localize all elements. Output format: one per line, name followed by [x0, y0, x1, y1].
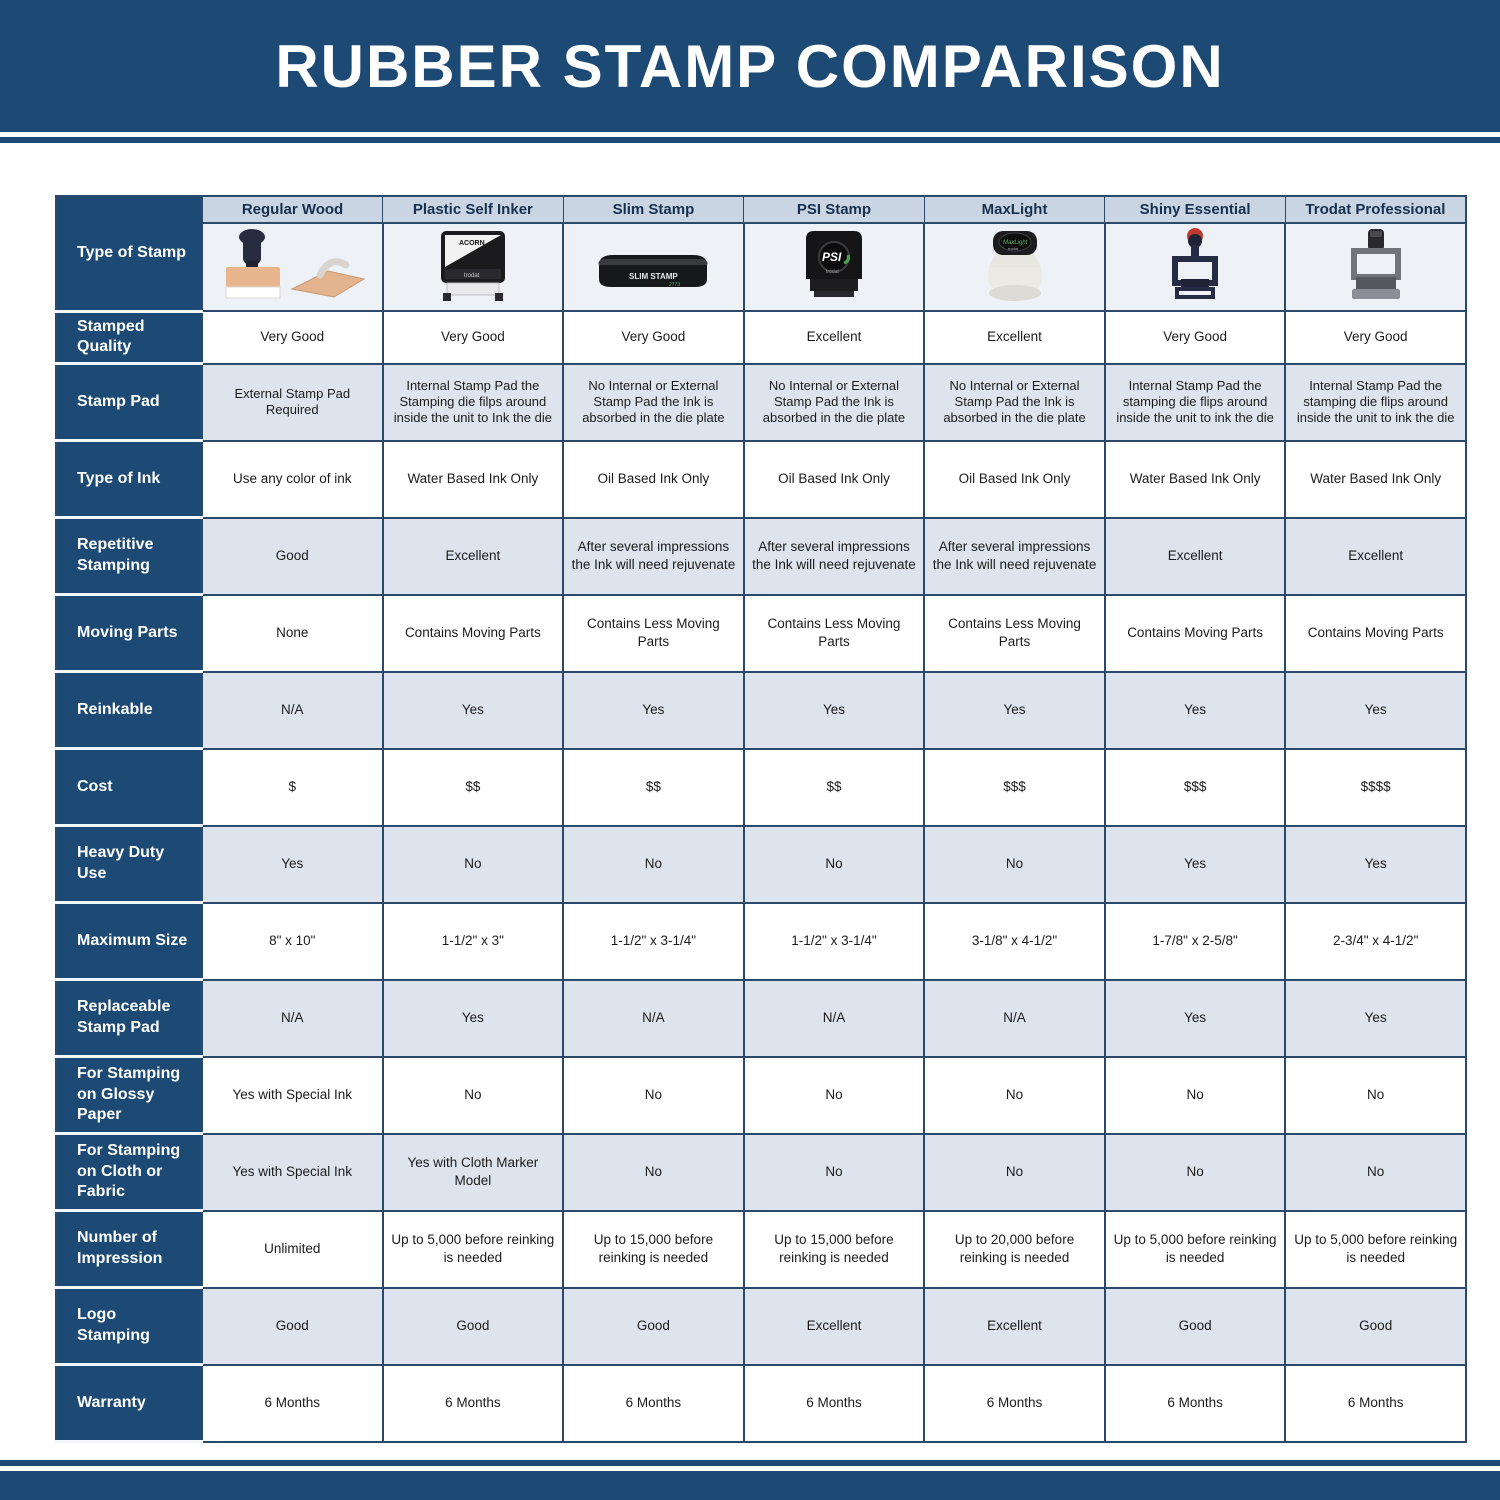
table-cell: Yes — [744, 672, 925, 749]
table-cell: After several impressions the Ink will need rejuvenate — [563, 518, 744, 595]
table-cell: Very Good — [1105, 311, 1286, 364]
table-cell: 6 Months — [924, 1365, 1105, 1442]
svg-text:SLIM STAMP: SLIM STAMP — [629, 272, 679, 281]
table-row — [56, 980, 1466, 1057]
table-cell: 6 Months — [1105, 1365, 1286, 1442]
svg-text:ACORN: ACORN — [458, 240, 485, 247]
table-cell: No — [563, 1057, 744, 1134]
table-cell: No — [744, 1134, 925, 1211]
table-cell: Internal Stamp Pad the stamping die flips around inside the unit to ink the die — [1105, 364, 1286, 441]
table-cell: 8" x 10" — [202, 903, 383, 980]
table-cell: 1-1/2" x 3-1/4" — [744, 903, 925, 980]
table-cell: Contains Moving Parts — [1105, 595, 1286, 672]
table-cell: Up to 5,000 before reinking is needed — [383, 1211, 564, 1288]
table-cell: Use any color of ink — [202, 441, 383, 518]
svg-text:trodat: trodat — [825, 269, 839, 275]
table-body — [56, 311, 1466, 1442]
psi-stamp-image — [754, 227, 914, 307]
table-cell: Yes — [202, 826, 383, 903]
table-cell: Good — [1285, 1288, 1466, 1365]
column-header-plastic-self-inker: Plastic Self Inker — [383, 196, 564, 223]
table-cell: Excellent — [1105, 518, 1286, 595]
table-cell: Yes with Special Ink — [202, 1057, 383, 1134]
row-label: Stamp Pad — [56, 364, 202, 441]
page-title: RUBBER STAMP COMPARISON — [275, 32, 1225, 100]
svg-text:2773: 2773 — [669, 282, 681, 288]
table-cell: Unlimited — [202, 1211, 383, 1288]
table-cell: Yes with Special Ink — [202, 1134, 383, 1211]
table-cell: Contains Less Moving Parts — [744, 595, 925, 672]
stamp-image-row — [56, 223, 1466, 311]
stamp-image-cell — [924, 223, 1105, 311]
table-cell: N/A — [744, 980, 925, 1057]
row-label: Reinkable — [56, 672, 202, 749]
table-cell: $$ — [383, 749, 564, 826]
table-cell: After several impressions the Ink will need rejuvenate — [924, 518, 1105, 595]
table-cell: No — [924, 1057, 1105, 1134]
table-row — [56, 749, 1466, 826]
table-cell: Very Good — [1285, 311, 1466, 364]
table-cell: Yes — [1285, 826, 1466, 903]
table-cell: Good — [563, 1288, 744, 1365]
table-cell: 6 Months — [744, 1365, 925, 1442]
table-cell: Excellent — [924, 311, 1105, 364]
stamp-image-cell — [563, 223, 744, 311]
table-cell: No — [924, 826, 1105, 903]
regular-wood-stamp-image — [212, 227, 372, 307]
table-cell: 3-1/8" x 4-1/2" — [924, 903, 1105, 980]
table-cell: $$$ — [1105, 749, 1286, 826]
table-row — [56, 1057, 1466, 1134]
table-cell: Good — [1105, 1288, 1286, 1365]
table-cell: 6 Months — [1285, 1365, 1466, 1442]
table-cell: No — [744, 1057, 925, 1134]
table-cell: N/A — [202, 980, 383, 1057]
table-cell: N/A — [563, 980, 744, 1057]
table-row — [56, 826, 1466, 903]
table-cell: Excellent — [1285, 518, 1466, 595]
table-cell: Excellent — [744, 1288, 925, 1365]
table-cell: $ — [202, 749, 383, 826]
table-cell: No — [1105, 1057, 1286, 1134]
table-cell: Contains Moving Parts — [383, 595, 564, 672]
stamp-image-cell — [744, 223, 925, 311]
table-cell: Yes — [563, 672, 744, 749]
table-cell: Oil Based Ink Only — [563, 441, 744, 518]
table-cell: $$$ — [924, 749, 1105, 826]
comparison-table — [55, 195, 1467, 1443]
slim-stamp-image — [573, 227, 733, 307]
table-cell: Oil Based Ink Only — [744, 441, 925, 518]
stamp-image-cell — [1105, 223, 1286, 311]
table-cell: N/A — [202, 672, 383, 749]
column-header-slim-stamp: Slim Stamp — [563, 196, 744, 223]
table-cell: No Internal or External Stamp Pad the Ink is absorbed in the die plate — [563, 364, 744, 441]
table-cell: Up to 15,000 before reinking is needed — [744, 1211, 925, 1288]
footer-bar — [0, 1471, 1500, 1500]
table-cell: No — [1105, 1134, 1286, 1211]
row-label: Number of Impression — [56, 1211, 202, 1288]
table-row — [56, 441, 1466, 518]
table-cell: Good — [202, 518, 383, 595]
table-cell: No — [1285, 1057, 1466, 1134]
column-header-regular-wood: Regular Wood — [202, 196, 383, 223]
row-label: Warranty — [56, 1365, 202, 1442]
table-cell: 1-7/8" x 2-5/8" — [1105, 903, 1286, 980]
table-cell: N/A — [924, 980, 1105, 1057]
table-cell: No — [1285, 1134, 1466, 1211]
column-header-maxlight: MaxLight — [924, 196, 1105, 223]
table-cell: 1-1/2" x 3-1/4" — [563, 903, 744, 980]
table-cell: External Stamp Pad Required — [202, 364, 383, 441]
table-cell: $$ — [563, 749, 744, 826]
banner — [0, 0, 1500, 132]
table-cell: No — [383, 1057, 564, 1134]
table-row — [56, 672, 1466, 749]
table-row — [56, 364, 1466, 441]
table-cell: Internal Stamp Pad the Stamping die filps around inside the unit to Ink the die — [383, 364, 564, 441]
table-row — [56, 1211, 1466, 1288]
table-cell: Contains Moving Parts — [1285, 595, 1466, 672]
column-header-psi-stamp: PSI Stamp — [744, 196, 925, 223]
shiny-essential-stamp-image — [1115, 227, 1275, 307]
table-cell: No — [744, 826, 925, 903]
table-cell: Yes with Cloth Marker Model — [383, 1134, 564, 1211]
table-cell: After several impressions the Ink will need rejuvenate — [744, 518, 925, 595]
svg-text:trodat: trodat — [463, 273, 480, 279]
row-label-type-of-stamp: Type of Stamp — [56, 196, 202, 311]
table-cell: Internal Stamp Pad the stamping die flips around inside the unit to ink the die — [1285, 364, 1466, 441]
row-label: Heavy Duty Use — [56, 826, 202, 903]
table-cell: Contains Less Moving Parts — [563, 595, 744, 672]
stamp-image-cell — [1285, 223, 1466, 311]
table-cell: $$ — [744, 749, 925, 826]
table-cell: Excellent — [383, 518, 564, 595]
table-cell: Very Good — [383, 311, 564, 364]
banner-rule — [0, 137, 1500, 143]
table-cell: Excellent — [924, 1288, 1105, 1365]
row-label: Maximum Size — [56, 903, 202, 980]
table-cell: Very Good — [563, 311, 744, 364]
row-label: Repetitive Stamping — [56, 518, 202, 595]
table-cell: No — [563, 1134, 744, 1211]
table-cell: Yes — [1105, 672, 1286, 749]
table-cell: No Internal or External Stamp Pad the Ink is absorbed in the die plate — [924, 364, 1105, 441]
row-label: For Stamping on Cloth or Fabric — [56, 1134, 202, 1211]
table-cell: Yes — [1285, 672, 1466, 749]
table-cell: Yes — [1105, 980, 1286, 1057]
table-cell: No — [383, 826, 564, 903]
table-cell: Up to 5,000 before reinking is needed — [1285, 1211, 1466, 1288]
table-cell: Up to 20,000 before reinking is needed — [924, 1211, 1105, 1288]
svg-text:trodat: trodat — [1007, 246, 1018, 251]
table-cell: No Internal or External Stamp Pad the Ink is absorbed in the die plate — [744, 364, 925, 441]
table-row — [56, 1288, 1466, 1365]
table-cell: Contains Less Moving Parts — [924, 595, 1105, 672]
table-cell: No — [563, 826, 744, 903]
table-cell: Yes — [383, 672, 564, 749]
row-label: Moving Parts — [56, 595, 202, 672]
comparison-table-wrap — [55, 195, 1467, 1443]
plastic-self-inker-stamp-image — [393, 227, 553, 307]
table-cell: No — [924, 1134, 1105, 1211]
row-label: Logo Stamping — [56, 1288, 202, 1365]
row-label: Type of Ink — [56, 441, 202, 518]
table-row — [56, 595, 1466, 672]
stamp-image-cell — [202, 223, 383, 311]
table-cell: Yes — [1105, 826, 1286, 903]
table-cell: $$$$ — [1285, 749, 1466, 826]
svg-text:MaxLight: MaxLight — [1002, 240, 1027, 246]
table-row — [56, 311, 1466, 364]
row-label: Replaceable Stamp Pad — [56, 980, 202, 1057]
table-row — [56, 1365, 1466, 1442]
svg-text:PSI: PSI — [821, 250, 842, 264]
table-cell: None — [202, 595, 383, 672]
table-cell: 6 Months — [383, 1365, 564, 1442]
maxlight-stamp-image — [935, 227, 1095, 307]
table-cell: 1-1/2" x 3" — [383, 903, 564, 980]
row-label: For Stamping on Glossy Paper — [56, 1057, 202, 1134]
table-cell: Good — [202, 1288, 383, 1365]
table-cell: Good — [383, 1288, 564, 1365]
stamp-image-cell — [383, 223, 564, 311]
column-header-shiny-essential: Shiny Essential — [1105, 196, 1286, 223]
table-cell: Up to 5,000 before reinking is needed — [1105, 1211, 1286, 1288]
row-label: Cost — [56, 749, 202, 826]
table-cell: Excellent — [744, 311, 925, 364]
column-header-row — [56, 196, 1466, 223]
table-cell: Yes — [383, 980, 564, 1057]
table-cell: Water Based Ink Only — [1285, 441, 1466, 518]
table-cell: Yes — [1285, 980, 1466, 1057]
table-row — [56, 518, 1466, 595]
trodat-professional-stamp-image — [1296, 227, 1456, 307]
table-cell: Yes — [924, 672, 1105, 749]
row-label: Stamped Quality — [56, 311, 202, 364]
table-cell: Water Based Ink Only — [1105, 441, 1286, 518]
table-cell: Oil Based Ink Only — [924, 441, 1105, 518]
table-cell: 6 Months — [563, 1365, 744, 1442]
table-cell: Very Good — [202, 311, 383, 364]
table-cell: 6 Months — [202, 1365, 383, 1442]
table-cell: Up to 15,000 before reinking is needed — [563, 1211, 744, 1288]
table-cell: 2-3/4" x 4-1/2" — [1285, 903, 1466, 980]
column-header-trodat-professional: Trodat Professional — [1285, 196, 1466, 223]
table-row — [56, 1134, 1466, 1211]
table-row — [56, 903, 1466, 980]
footer-rule — [0, 1460, 1500, 1466]
table-cell: Water Based Ink Only — [383, 441, 564, 518]
